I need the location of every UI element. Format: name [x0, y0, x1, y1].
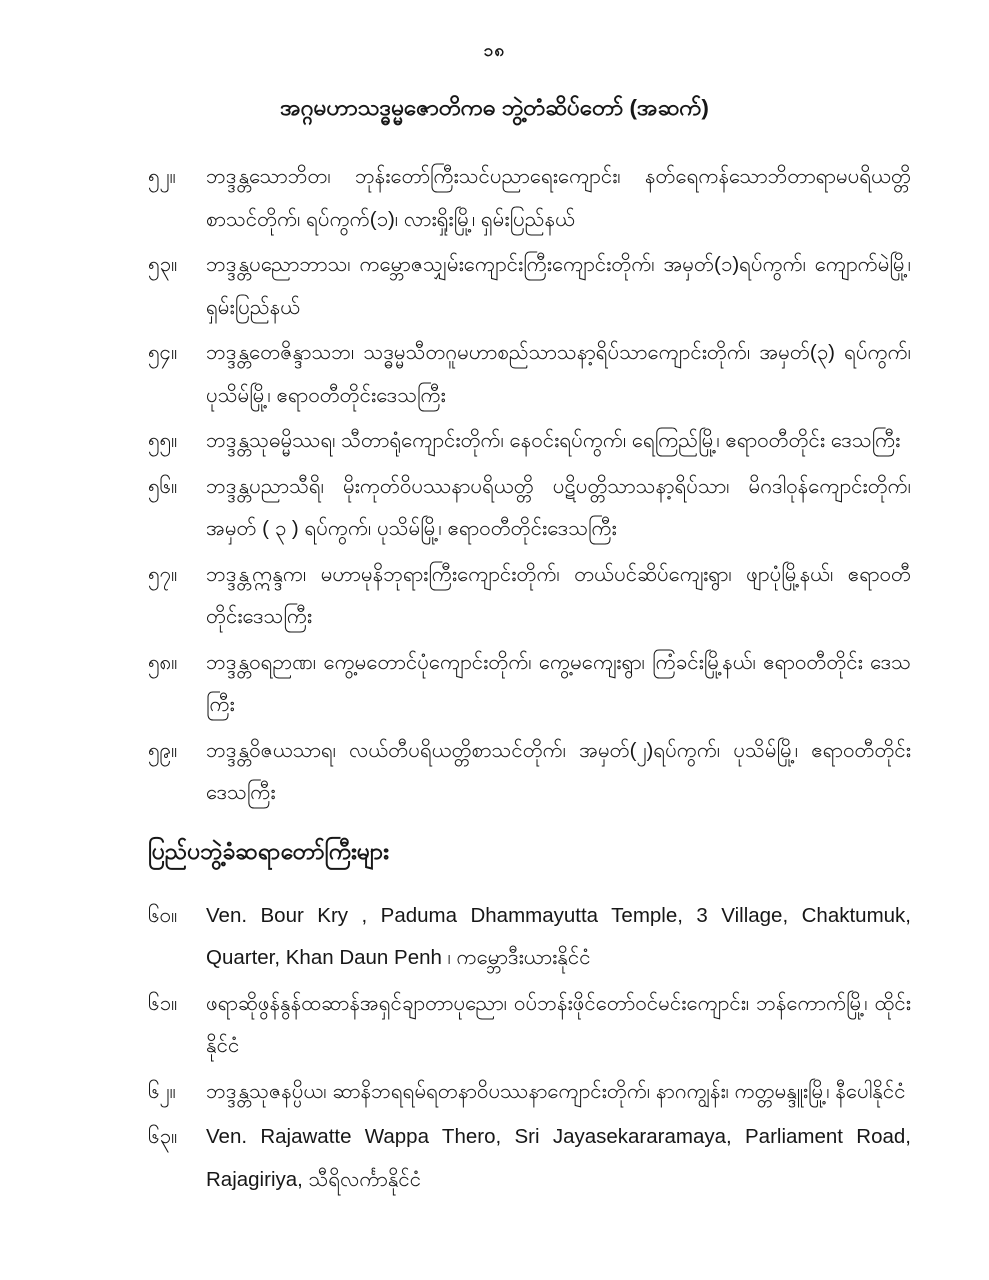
item-number: ၆၀။ — [148, 903, 178, 927]
page-number: ၁၈ — [483, 41, 506, 60]
section-heading-foreign-sayadaws: ပြည်ပဘွဲ့ခံဆရာတော်ကြီးများ — [148, 837, 389, 864]
document-title: အဂ္ဂမဟာသဒ္ဓမ္မဇောတိကဓ ဘွဲ့တံဆိပ်တော် (အဆက်) — [280, 95, 709, 120]
list-item — [148, 642, 911, 727]
list-item — [148, 554, 911, 639]
item-number: ၅၈။ — [148, 650, 178, 674]
list-item — [148, 244, 911, 329]
item-text: ဘဒ္ဒန္တဝရဉာဏ၊ ကွေ့မတောင်ပုံကျောင်းတိုက်၊ ကွေ့မကျေးရွာ၊ ကြံခင်းမြို့နယ်၊ ဧရာဝတီတိုင်း ဒေသကြီး — [206, 650, 911, 716]
item-text: ဖရာဆိုဖွန်နွန်ထဆာန်အရှင်ချာတာပုညော၊ ဝပ်ဘန်းဖိုင်တော်ဝင်မင်းကျောင်း၊ ဘန်ကောက်မြို့၊ ထိုင်းနိုင်ငံ — [206, 991, 911, 1057]
item-number: ၆၂။ — [148, 1079, 176, 1103]
list-item — [148, 466, 911, 551]
item-text: Ven. Rajawatte Wappa Thero, Sri Jayasekararamaya, Parliament Road, Rajagiriya, သီရိလင်္ကာနိုင်ငံ — [206, 1125, 911, 1191]
item-number: ၅၅။ — [148, 429, 178, 452]
item-number: ၅၂။ — [148, 165, 176, 188]
item-text: ဘဒ္ဒန္တတေဇိန္ဒာသဘ၊ သဒ္ဓမ္မသီတဂူမဟာစည်သာသနာ့ရိပ်သာကျောင်းတိုက်၊ အမှတ်(၃) ရပ်ကွက်၊ ပုသိမ်မြို့၊ ဧရာဝတီတိုင်းဒေသကြီး — [206, 341, 911, 407]
item-number: ၆၁။ — [148, 991, 178, 1015]
list-item — [148, 420, 911, 463]
item-number: ၅၆။ — [148, 474, 178, 498]
list-item — [148, 895, 911, 980]
list-item — [148, 1071, 911, 1114]
item-text: Ven. Bour Kry , Paduma Dhammayutta Temple, 3 Village, Chaktumuk, Quarter, Khan Daun Penh ၊ ကမ္ဘောဒီးယားနိုင်ငံ — [206, 903, 911, 969]
item-text: ဘဒ္ဒန္တပညောဘာသ၊ ကမ္ဘောဇသျှမ်းကျောင်းကြီးကျောင်းတိုက်၊ အမှတ်(၁)ရပ်ကွက်၊ ကျောက်မဲမြို့၊ ရှမ်းပြည်နယ် — [206, 253, 911, 319]
item-number: ၆၃။ — [148, 1125, 178, 1148]
item-number: ၅၇။ — [148, 562, 178, 586]
list-item — [148, 332, 911, 417]
list-item — [148, 983, 911, 1068]
list-item — [148, 156, 911, 241]
item-text: ဘဒ္ဒန္တပညာသီရိ၊ မိုးကုတ်ဝိပဿနာပရိယတ္တိ ပဋိပတ္တိသာသနာ့ရိပ်သာ၊ မိဂဒါဝုန်ကျောင်းတိုက်၊ အမှတ် ( ၃ ) ရပ်ကွက်၊ ပုသိမ်မြို့၊ ဧရာဝတီတိုင်းဒေသကြီး — [206, 474, 911, 540]
item-text: ဘဒ္ဒန္တသုဇနပ္ပိယ၊ ဆာနိဘရရမ်ရတနာဝိပဿနာကျောင်းတိုက်၊ နာဂကျွန်း၊ ကတ္တမန္ဒူးမြို့၊ နီပေါနိုင်ငံ — [206, 1079, 906, 1103]
item-number: ၅၃။ — [148, 253, 178, 276]
item-text: ဘဒ္ဒန္တဝိဇယသာရ၊ လယ်တီပရိယတ္တိစာသင်တိုက်၊ အမှတ်(၂)ရပ်ကွက်၊ ပုသိမ်မြို့၊ ဧရာဝတီတိုင်း ဒေသကြီး — [206, 738, 911, 804]
item-text: ဘဒ္ဒန္တသောဘိတ၊ ဘုန်းတော်ကြီးသင်ပညာရေးကျောင်း၊ နတ်ရေကန်သောဘိတာရာမပရိယတ္တိ စာသင်တိုက်၊ ရပ်ကွက်(၁)၊ လားရှိုးမြို့၊ ရှမ်းပြည်နယ် — [206, 165, 911, 231]
item-number: ၅၄။ — [148, 341, 178, 364]
item-text: ဘဒ္ဒန္တဣန္ဒက၊ မဟာမုနိဘုရားကြီးကျောင်းတိုက်၊ တယ်ပင်ဆိပ်ကျေးရွာ၊ ဖျာပုံမြို့နယ်၊ ဧရာဝတီ တိုင်းဒေသကြီး — [206, 562, 911, 628]
list-item — [148, 730, 911, 815]
item-text: ဘဒ္ဒန္တသုဓမ္မိဿရ၊ သီတာရုံကျောင်းတိုက်၊ နေဝင်းရပ်ကွက်၊ ရေကြည်မြို့၊ ဧရာဝတီတိုင်း ဒေသကြီး — [206, 429, 901, 452]
item-number: ၅၉။ — [148, 738, 178, 762]
list-item — [148, 1116, 911, 1201]
